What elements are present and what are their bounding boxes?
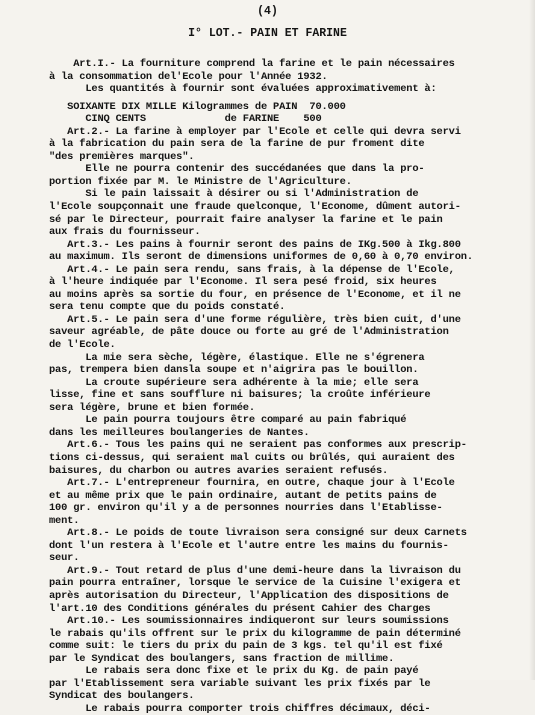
text-line: tions ci-dessus, qui seraient mal cuits ou brûlés, qui auraient des (49, 451, 455, 464)
text-line: Art.3.- Les pains à fournir seront des pains de IKg.500 à Ikg.800 (49, 238, 461, 251)
text-line: portion fixée par M. le Ministre de l'Agriculture. (49, 175, 352, 188)
text-line: saveur agréable, de pâte douce ou forte au gré de l'Administration (49, 326, 449, 339)
text-line: dont l'un restera à l'Ecole et l'autre entre les mains du fournis- (49, 539, 449, 552)
text-line: baisures, du charbon ou autres avaries seraient refusés. (49, 464, 389, 477)
text-line: par l'Etablissement sera variable suivant les prix fixés par le (49, 677, 431, 690)
text-line: Le rabais pourra comporter trois chiffres décimaux, déci- (49, 702, 431, 715)
text-line: pas, trempera bien dansla soupe et n'aigrira pas le bouillon. (49, 364, 419, 377)
text-line: CINQ CENTS de FARINE 500 (49, 113, 322, 126)
text-line: Si le pain laissait à désirer ou si l'Administration de (49, 188, 419, 201)
text-line: Art.6.- Tous les pains qui ne seraient pas conformes aux prescrip- (49, 439, 467, 452)
text-line: sé par le Directeur, pourrait faire analyser la farine et le pain (49, 213, 443, 226)
text-line: à la consommation del'Ecole pour l'Année 1932. (49, 70, 328, 83)
text-line: Les quantités à fournir sont évaluées approximativement à: (49, 83, 437, 96)
text-line: sera légère, brune et bien formée. (49, 401, 255, 414)
page-number: (4) (257, 5, 278, 18)
document-body (49, 58, 535, 715)
text-line: le rabais qu'ils offrent sur le prix du kilogramme de pain déterminé (49, 627, 461, 640)
text-line: après autorisation du Directeur, l'Application des dispositions de (49, 589, 449, 602)
text-line: et au même prix que le pain ordinaire, autant de petits pains de (49, 489, 437, 502)
text-line: à la fabrication du pain sera de la farine de pur froment dite (49, 138, 425, 151)
text-line: l'art.10 des Conditions générales du présent Cahier des Charges (49, 602, 431, 615)
text-line: comme suit: le tiers du prix du pain de 3 kgs. tel qu'il est fixé (49, 640, 443, 653)
text-line: seur. (49, 552, 80, 565)
document-heading: I° LOT.- PAIN ET FARINE (188, 27, 347, 40)
text-line: dans les meilleures boulangeries de Nantes. (49, 426, 310, 439)
text-line: pain pourra entraîner, lorsque le service de la Cuisine l'exigera et (49, 577, 461, 590)
text-line: au maximum. Ils seront de dimensions uniformes de 0,60 à 0,70 environ. (49, 251, 473, 264)
text-line: Le rabais sera donc fixe et le prix du Kg. de pain payé (49, 665, 419, 678)
text-line: Art.I.- La fourniture comprend la farine et le pain nécessaires (49, 58, 455, 70)
text-line: Art.5.- Le pain sera d'une forme régulière, très bien cuit, d'une (49, 313, 461, 326)
text-line: 100 gr. environ qu'il y a de personnes nourries dans l'Etablisse- (49, 502, 443, 515)
text-line: l'Ecole soupçonnait une fraude quelconque, l'Econome, dûment autori- (49, 201, 461, 214)
text-line: Art.8.- Le poids de toute livraison sera consigné sur deux Carnets (49, 527, 467, 540)
text-line: Art.7.- L'entrepreneur fournira, en outre, chaque jour à l'Ecole (49, 477, 455, 490)
text-line: sera tenu compte que du poids constaté. (49, 301, 286, 314)
text-line: par le Syndicat des boulangers, sans fraction de millime. (49, 652, 395, 665)
text-line: SOIXANTE DIX MILLE Kilogrammes de PAIN 70.000 (49, 100, 346, 113)
text-line: Art.9.- Tout retard de plus d'une demi-heure dans la livraison du (49, 564, 461, 577)
text-line: Elle ne pourra contenir des succédanées que dans la pro- (49, 163, 425, 176)
text-line: Art.10.- Les soumissionnaires indiqueront sur leurs soumissions (49, 615, 449, 628)
text-line: "des premières marques". (49, 150, 195, 163)
text-line: à l'heure indiquée par l'Econome. Il sera pesé froid, six heures (49, 276, 437, 289)
text-line: aux frais du fournisseur. (49, 226, 201, 239)
text-line: Le pain pourra toujours être comparé au pain fabriqué (49, 414, 407, 427)
text-line: lisse, fine et sans soufflure ni baisures; la croûte inférieure (49, 389, 431, 402)
text-line: Art.2.- La farine à employer par l'Ecole et celle qui devra servi (49, 125, 461, 138)
text-line: La mie sera sèche, légère, élastique. Elle ne s'égrenera (49, 351, 425, 364)
text-line: de l'Ecole. (49, 339, 116, 352)
text-line: Syndicat des boulangers. (49, 690, 195, 703)
text-line: Art.4.- Le pain sera rendu, sans frais, à la dépense de l'Ecole, (49, 263, 455, 276)
page-edge-shadow (529, 0, 535, 680)
text-line: au moins après sa sortie du four, en présence de l'Econome, et il ne (49, 288, 461, 301)
text-line: ment. (49, 514, 80, 527)
text-line: La croute supérieure sera adhérente à la mie; elle sera (49, 376, 419, 389)
